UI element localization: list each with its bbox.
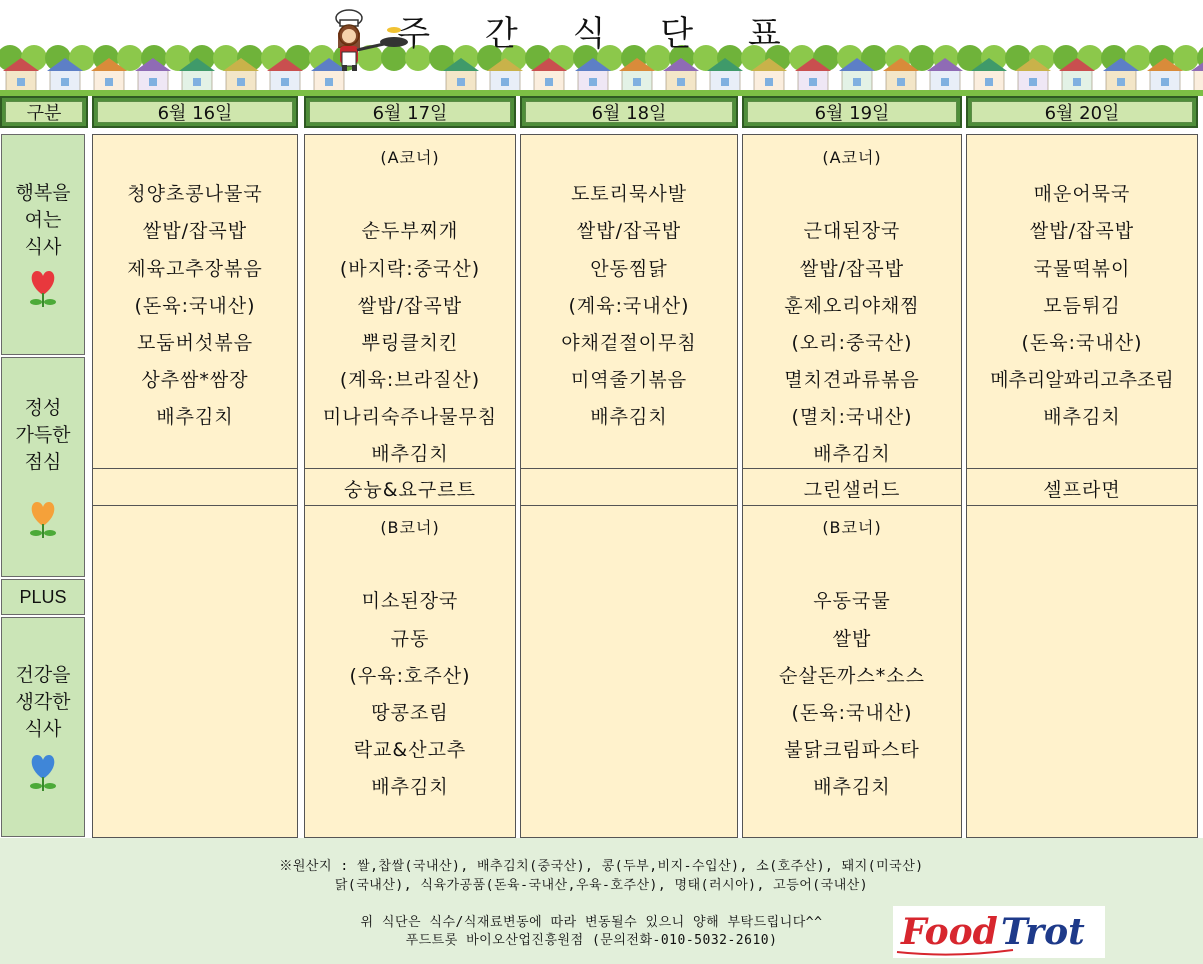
menu-item: 국물떡볶이 [1033, 258, 1131, 280]
menu-item: (오리:중국산) [791, 332, 913, 354]
divider [305, 505, 515, 506]
header-day-2 [304, 96, 516, 128]
house-window-shape [237, 78, 245, 86]
divider [305, 468, 515, 469]
divider [93, 505, 297, 506]
plus-item: 그린샐러드 [803, 479, 901, 501]
divider [967, 505, 1197, 506]
menu-item: 배추김치 [813, 443, 891, 465]
side-text: 여는 [24, 209, 62, 231]
day-label: 6월 17일 [309, 101, 511, 123]
banner [0, 0, 1203, 96]
menu-item: 도토리묵사발 [570, 183, 688, 205]
house-window-shape [721, 78, 729, 86]
house-window-shape [633, 78, 641, 86]
menu-item: 매운어묵국 [1033, 183, 1131, 205]
day-label: 6월 18일 [525, 101, 733, 123]
menu-item: (돈육:국내산) [791, 702, 913, 724]
corner-a-label: (A코너) [380, 148, 440, 167]
divider [521, 505, 737, 506]
side-plus [1, 579, 85, 615]
menu-item: 메추리알꽈리고추조림 [990, 369, 1174, 391]
corner-b-label: (B코너) [380, 518, 440, 537]
house-window-shape [61, 78, 69, 86]
house-window-shape [589, 78, 597, 86]
house-window-shape [457, 78, 465, 86]
origin-note-line-1: ※원산지 : 쌀,찹쌀(국내산), 배추김치(중국산), 콩(두부,비지-수입산), 소(호주산), 돼지(미국산) [279, 859, 924, 874]
house-window-shape [677, 78, 685, 86]
menu-item: (돈육:국내산) [134, 295, 256, 317]
house-window-shape [941, 78, 949, 86]
house-window-shape [1117, 78, 1125, 86]
menu-item: 훈제오리야채찜 [784, 295, 920, 317]
side-text: 정성 [24, 396, 62, 419]
menu-item: 뿌링클치킨 [361, 332, 459, 354]
menu-item: (계육:브라질산) [339, 369, 481, 391]
house-window-shape [105, 78, 113, 86]
menu-item: 모둠버섯볶음 [136, 332, 254, 354]
side-text: 가득한 [15, 423, 71, 446]
side-dinner [1, 617, 85, 837]
menu-item: 쌀밥/잡곡밥 [142, 220, 248, 242]
side-text: 식사 [24, 717, 62, 740]
menu-item: 불닭크림파스타 [784, 739, 920, 761]
day-label: 6월 19일 [747, 101, 957, 123]
menu-item: 미소된장국 [361, 590, 459, 612]
page-title: 주 간 식 단 표 [397, 14, 803, 54]
house-window-shape [897, 78, 905, 86]
svg-text:Trot: Trot [1001, 911, 1085, 953]
svg-text:Food: Food [901, 911, 998, 953]
menu-item: 배추김치 [371, 443, 449, 465]
menu-item: 미역줄기볶음 [570, 369, 688, 391]
menu-item: 청양초콩나물국 [127, 183, 263, 205]
menu-item: 상추쌈*쌈장 [141, 369, 249, 391]
foodtrot-logo [893, 906, 1105, 958]
divider [967, 468, 1197, 469]
menu-item: 근대된장국 [803, 220, 901, 242]
menu-item: 쌀밥/잡곡밥 [799, 258, 905, 280]
menu-item: 야채겉절이무침 [561, 332, 697, 354]
menu-item: 순살돈까스*소스 [779, 665, 925, 687]
house-window-shape [765, 78, 773, 86]
menu-item: 모듬튀김 [1043, 295, 1121, 317]
plus-item: 셀프라면 [1043, 479, 1121, 501]
plus-item: 숭늉&요구르트 [344, 479, 476, 501]
house-window-shape [17, 78, 25, 86]
house-window-shape [193, 78, 201, 86]
menu-item: 안동찜닭 [590, 258, 668, 280]
menu-item: 우동국물 [813, 590, 891, 612]
house-window-shape [545, 78, 553, 86]
side-text: 행복을 [15, 182, 71, 204]
menu-column-day-3 [520, 134, 738, 838]
divider [743, 505, 961, 506]
side-lunch [1, 357, 85, 577]
menu-item: 규동 [390, 628, 430, 650]
corner-a-label: (A코너) [822, 148, 882, 167]
menu-item: 락교&산고추 [353, 739, 467, 761]
side-text: 건강을 [15, 663, 71, 686]
menu-item: 배추김치 [1043, 406, 1121, 428]
menu-item: (바지락:중국산) [339, 258, 481, 280]
side-text: 생각한 [15, 690, 71, 713]
menu-column-day-5 [966, 134, 1198, 838]
contact-text: 푸드트롯 바이오산업진흥원점 (문의전화-010-5032-2610) [405, 933, 778, 948]
heart-flower-blue-icon [26, 749, 60, 793]
menu-item: (계육:국내산) [568, 295, 690, 317]
header-day-1 [92, 96, 298, 128]
side-text: 점심 [24, 450, 62, 473]
menu-item: 배추김치 [371, 776, 449, 798]
notice-text: 위 식단은 식수/식재료변동에 따라 변동될수 있으니 양해 부탁드립니다^^ [360, 915, 823, 930]
menu-item: 쌀밥/잡곡밥 [576, 220, 682, 242]
house-window-shape [149, 78, 157, 86]
house-window-shape [281, 78, 289, 86]
heart-flower-orange-icon [26, 496, 60, 540]
origin-note-line-2: 닭(국내산), 식육가공품(돈육-국내산,우육-호주산), 명태(러시아), 고등어(국내산) [334, 878, 869, 893]
menu-item: (멸치:국내산) [791, 406, 913, 428]
house-window-shape [1029, 78, 1037, 86]
menu-item: 쌀밥/잡곡밥 [357, 295, 463, 317]
day-label: 6월 20일 [971, 101, 1193, 123]
menu-column-day-2 [304, 134, 516, 838]
heart-flower-red-icon [26, 265, 60, 309]
house-window-shape [1161, 78, 1169, 86]
side-text: PLUS [19, 586, 67, 607]
header-gubun-label: 구분 [5, 101, 83, 123]
side-breakfast [1, 134, 85, 355]
menu-item: 멸치견과류볶음 [784, 369, 920, 391]
menu-item: 쌀밥/잡곡밥 [1029, 220, 1135, 242]
menu-item: 쌀밥 [832, 628, 872, 650]
header-day-5 [966, 96, 1198, 128]
house-window-shape [501, 78, 509, 86]
divider [93, 468, 297, 469]
header-gubun [0, 96, 88, 128]
menu-item: 배추김치 [813, 776, 891, 798]
header-day-3 [520, 96, 738, 128]
menu-item: (우육:호주산) [349, 665, 471, 687]
house-wall-shape [1194, 70, 1203, 92]
house-window-shape [325, 78, 333, 86]
menu-item: 제육고추장볶음 [127, 258, 263, 280]
divider [743, 468, 961, 469]
corner-b-label: (B코너) [822, 518, 882, 537]
divider [521, 468, 737, 469]
side-text: 식사 [24, 236, 62, 258]
menu-item: (돈육:국내산) [1021, 332, 1143, 354]
header-day-4 [742, 96, 962, 128]
menu-item: 배추김치 [156, 406, 234, 428]
day-label: 6월 16일 [97, 101, 293, 123]
house-window-shape [809, 78, 817, 86]
house-window-shape [853, 78, 861, 86]
menu-column-day-4 [742, 134, 962, 838]
house-window-shape [1073, 78, 1081, 86]
menu-item: 미나리숙주나물무침 [322, 406, 498, 428]
house-window-shape [985, 78, 993, 86]
menu-item: 배추김치 [590, 406, 668, 428]
menu-item: 순두부찌개 [361, 220, 459, 242]
menu-item: 땅콩조림 [371, 702, 449, 724]
menu-column-day-1 [92, 134, 298, 838]
